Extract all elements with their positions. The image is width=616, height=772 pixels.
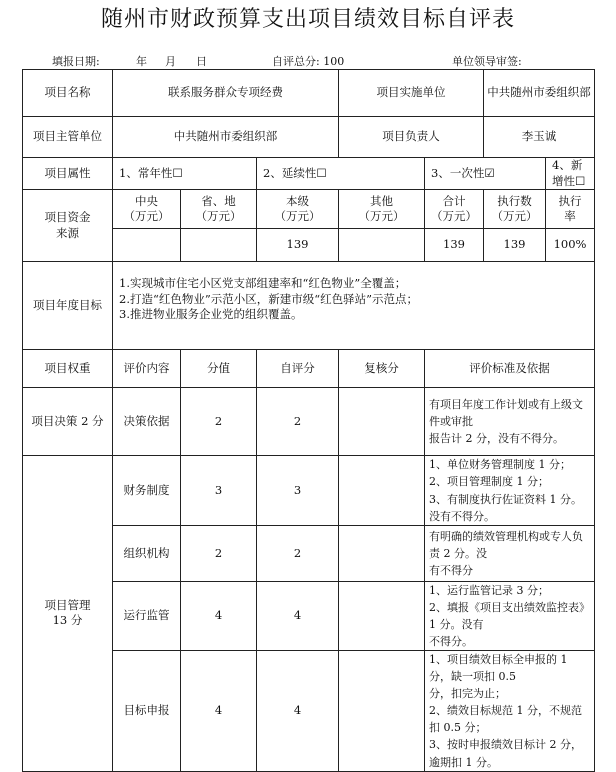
goal-line: 3.推进物业服务企业党的组织覆盖。 <box>119 307 303 322</box>
eval-score: 3 <box>181 456 257 526</box>
mgmt-unit-label: 项目主管单位 <box>23 117 113 158</box>
funds-value-local: 139 <box>257 229 339 262</box>
attribute-label: 项目属性 <box>23 158 113 190</box>
eval-score: 4 <box>181 582 257 651</box>
eval-review-score <box>339 388 425 456</box>
eval-review-score <box>339 582 425 651</box>
project-name-row <box>23 70 595 117</box>
project-name-label: 项目名称 <box>23 70 113 117</box>
eval-review-score <box>339 651 425 771</box>
evaluation-row <box>23 388 595 456</box>
header-review-score: 复核分 <box>339 350 425 388</box>
goal-line: 1.实现城市住宅小区党支部组建率和“红色物业”全覆盖； <box>119 276 407 291</box>
header-criteria: 评价标准及依据 <box>425 350 595 388</box>
annual-goals-row <box>23 262 595 350</box>
attribute-option-continuing: 2、延续性☐ <box>257 158 425 190</box>
day-label: 日 <box>196 55 207 68</box>
header-weight: 项目权重 <box>23 350 113 388</box>
manager-value: 李玉诚 <box>484 117 595 158</box>
attribute-option-recurring: 1、常年性☐ <box>113 158 257 190</box>
funds-header-total: 合计 （万元） <box>425 190 484 229</box>
funds-value-total: 139 <box>425 229 484 262</box>
annual-goals-text <box>113 262 595 350</box>
eval-review-score <box>339 456 425 526</box>
self-score-total: 自评总分: 100 <box>272 55 345 68</box>
leader-signoff-label: 单位领导审签: <box>452 55 522 68</box>
project-name-value: 联系服务群众专项经费 <box>113 70 339 117</box>
eval-self-score: 4 <box>257 582 339 651</box>
impl-unit-label: 项目实施单位 <box>339 70 484 117</box>
funds-value-province <box>181 229 257 262</box>
eval-content: 财务制度 <box>113 456 181 526</box>
page-title: 随州市财政预算支出项目绩效目标自评表 <box>100 7 515 32</box>
eval-content: 运行监管 <box>113 582 181 651</box>
impl-unit-value: 中共随州市委组织部 <box>484 70 595 117</box>
fill-date-label: 填报日期: <box>52 55 100 68</box>
eval-self-score: 3 <box>257 456 339 526</box>
funds-value-executed: 139 <box>484 229 546 262</box>
month-label: 月 <box>165 55 176 68</box>
funds-header-executed: 执行数 （万元） <box>484 190 546 229</box>
eval-criteria: 1、项目绩效目标全申报的 1 分，缺一项扣 0.5 分，扣完为止； 2、绩效目标规范 1 分，不规范扣 0.5 分； 3、按时申报绩效目标计 2 分，逾期扣 1 分。 <box>425 651 595 771</box>
funds-value-other <box>339 229 425 262</box>
funds-value-central <box>113 229 181 262</box>
eval-content: 组织机构 <box>113 526 181 582</box>
header-score: 分值 <box>181 350 257 388</box>
eval-criteria: 1、运行监管记录 3 分； 2、填报《项目支出绩效监控表》1 分。没有 不得分。 <box>425 582 595 651</box>
goal-line: 2.打造“红色物业”示范小区，新建市级“红色驿站”示范点； <box>119 291 418 306</box>
funds-header-central: 中央 （万元） <box>113 190 181 229</box>
weight-decision: 项目决策 2 分 <box>23 388 113 456</box>
attribute-option-one-time: 3、一次性☑ <box>425 158 546 190</box>
project-attribute-row <box>23 158 595 190</box>
eval-review-score <box>339 526 425 582</box>
mgmt-unit-row <box>23 117 595 158</box>
eval-self-score: 2 <box>257 388 339 456</box>
eval-criteria: 有项目年度工作计划或有上级文件或审批 报告计 2 分，没有不得分。 <box>425 388 595 456</box>
funds-header-rate: 执行 率 <box>546 190 595 229</box>
eval-score: 2 <box>181 388 257 456</box>
eval-content: 目标申报 <box>113 651 181 771</box>
evaluation-row <box>23 456 595 526</box>
funds-header-other: 其他 （万元） <box>339 190 425 229</box>
header-self-score: 自评分 <box>257 350 339 388</box>
evaluation-header-row <box>23 350 595 388</box>
evaluation-table <box>22 69 595 772</box>
eval-criteria: 1、单位财务管理制度 1 分； 2、项目管理制度 1 分； 3、有制度执行佐证资料 1 分。没有不得分。 <box>425 456 595 526</box>
weight-management: 项目管理 13 分 <box>23 456 113 772</box>
attribute-option-new: 4、新增性☐ <box>546 158 595 190</box>
manager-label: 项目负责人 <box>339 117 484 158</box>
annual-goals-label: 项目年度目标 <box>23 262 113 350</box>
header-content: 评价内容 <box>113 350 181 388</box>
funds-label: 项目资金 来源 <box>23 190 113 262</box>
funds-value-rate: 100% <box>546 229 595 262</box>
eval-criteria: 有明确的绩效管理机构或专人负责 2 分。没 有不得分 <box>425 526 595 582</box>
eval-self-score: 4 <box>257 651 339 771</box>
funds-header-province: 省、地 （万元） <box>181 190 257 229</box>
eval-content: 决策依据 <box>113 388 181 456</box>
eval-score: 4 <box>181 651 257 771</box>
funds-header-local: 本级 （万元） <box>257 190 339 229</box>
funds-header-row <box>23 190 595 229</box>
eval-self-score: 2 <box>257 526 339 582</box>
year-label: 年 <box>136 55 147 68</box>
mgmt-unit-value: 中共随州市委组织部 <box>113 117 339 158</box>
eval-score: 2 <box>181 526 257 582</box>
